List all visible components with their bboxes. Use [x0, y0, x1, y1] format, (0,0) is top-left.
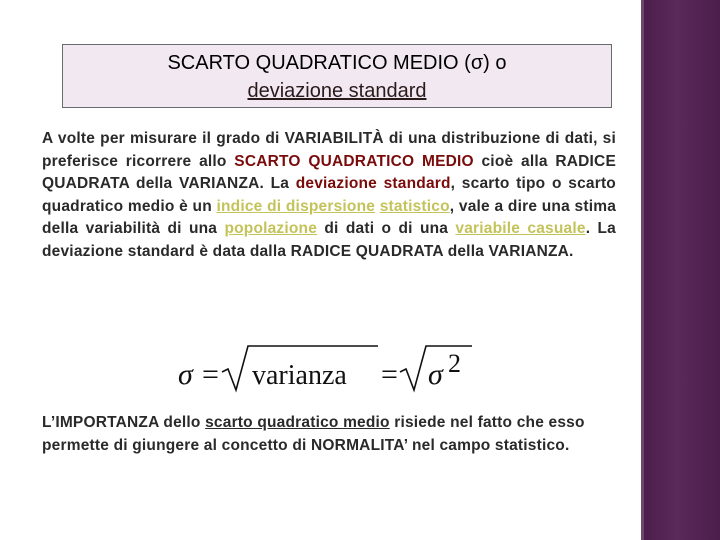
formula-exponent: 2	[448, 349, 461, 378]
term-scarto-quadratico-medio: SCARTO QUADRATICO MEDIO	[234, 152, 474, 170]
decorative-sidebar	[641, 0, 720, 540]
para-text: , scarto tipo o scarto quadratico medio è un	[42, 175, 616, 215]
para-text: . La deviazione standard è data dalla RADICE QUADRATA della VARIANZA.	[42, 220, 616, 260]
link-statistico[interactable]: statistico	[379, 197, 450, 215]
link-variabile-casuale[interactable]: variabile casuale	[455, 220, 586, 237]
link-popolazione[interactable]: popolazione	[224, 220, 318, 237]
bottom-text: risiede nel fatto che esso permette di giungere al concetto di NORMALITA’ nel campo statistico.	[42, 414, 585, 454]
importance-paragraph	[42, 412, 622, 457]
formula-sigma-squared: σ	[428, 358, 443, 391]
para-text: , vale a dire una stima della variabilità di una	[42, 197, 617, 237]
link-indice-di-dispersione[interactable]: indice di dispersione	[216, 197, 376, 215]
para-text: A volte per misurare il grado di VARIABILITÀ di una distribuzione di dati, si preferisce ricorrere allo	[42, 130, 616, 170]
term-scarto-quadratico-medio-underlined: scarto quadratico medio	[205, 414, 390, 431]
para-text: cioè alla RADICE QUADRATA della VARIANZA. La	[42, 152, 616, 192]
bottom-text: L’IMPORTANZA dello	[42, 414, 206, 431]
standard-deviation-formula	[176, 340, 476, 395]
formula-radicand: varianza	[252, 360, 347, 391]
formula-equals: =	[202, 358, 219, 391]
formula-sigma: σ	[178, 358, 193, 391]
title-line-1: SCARTO QUADRATICO MEDIO (σ) o	[167, 52, 507, 74]
term-deviazione-standard: deviazione standard	[295, 175, 451, 192]
title-box	[62, 44, 612, 108]
para-text: di dati o di una	[317, 220, 456, 237]
title-line-2: deviazione standard	[247, 80, 427, 102]
definition-paragraph	[42, 128, 616, 263]
formula-equals-2: =	[381, 358, 398, 391]
